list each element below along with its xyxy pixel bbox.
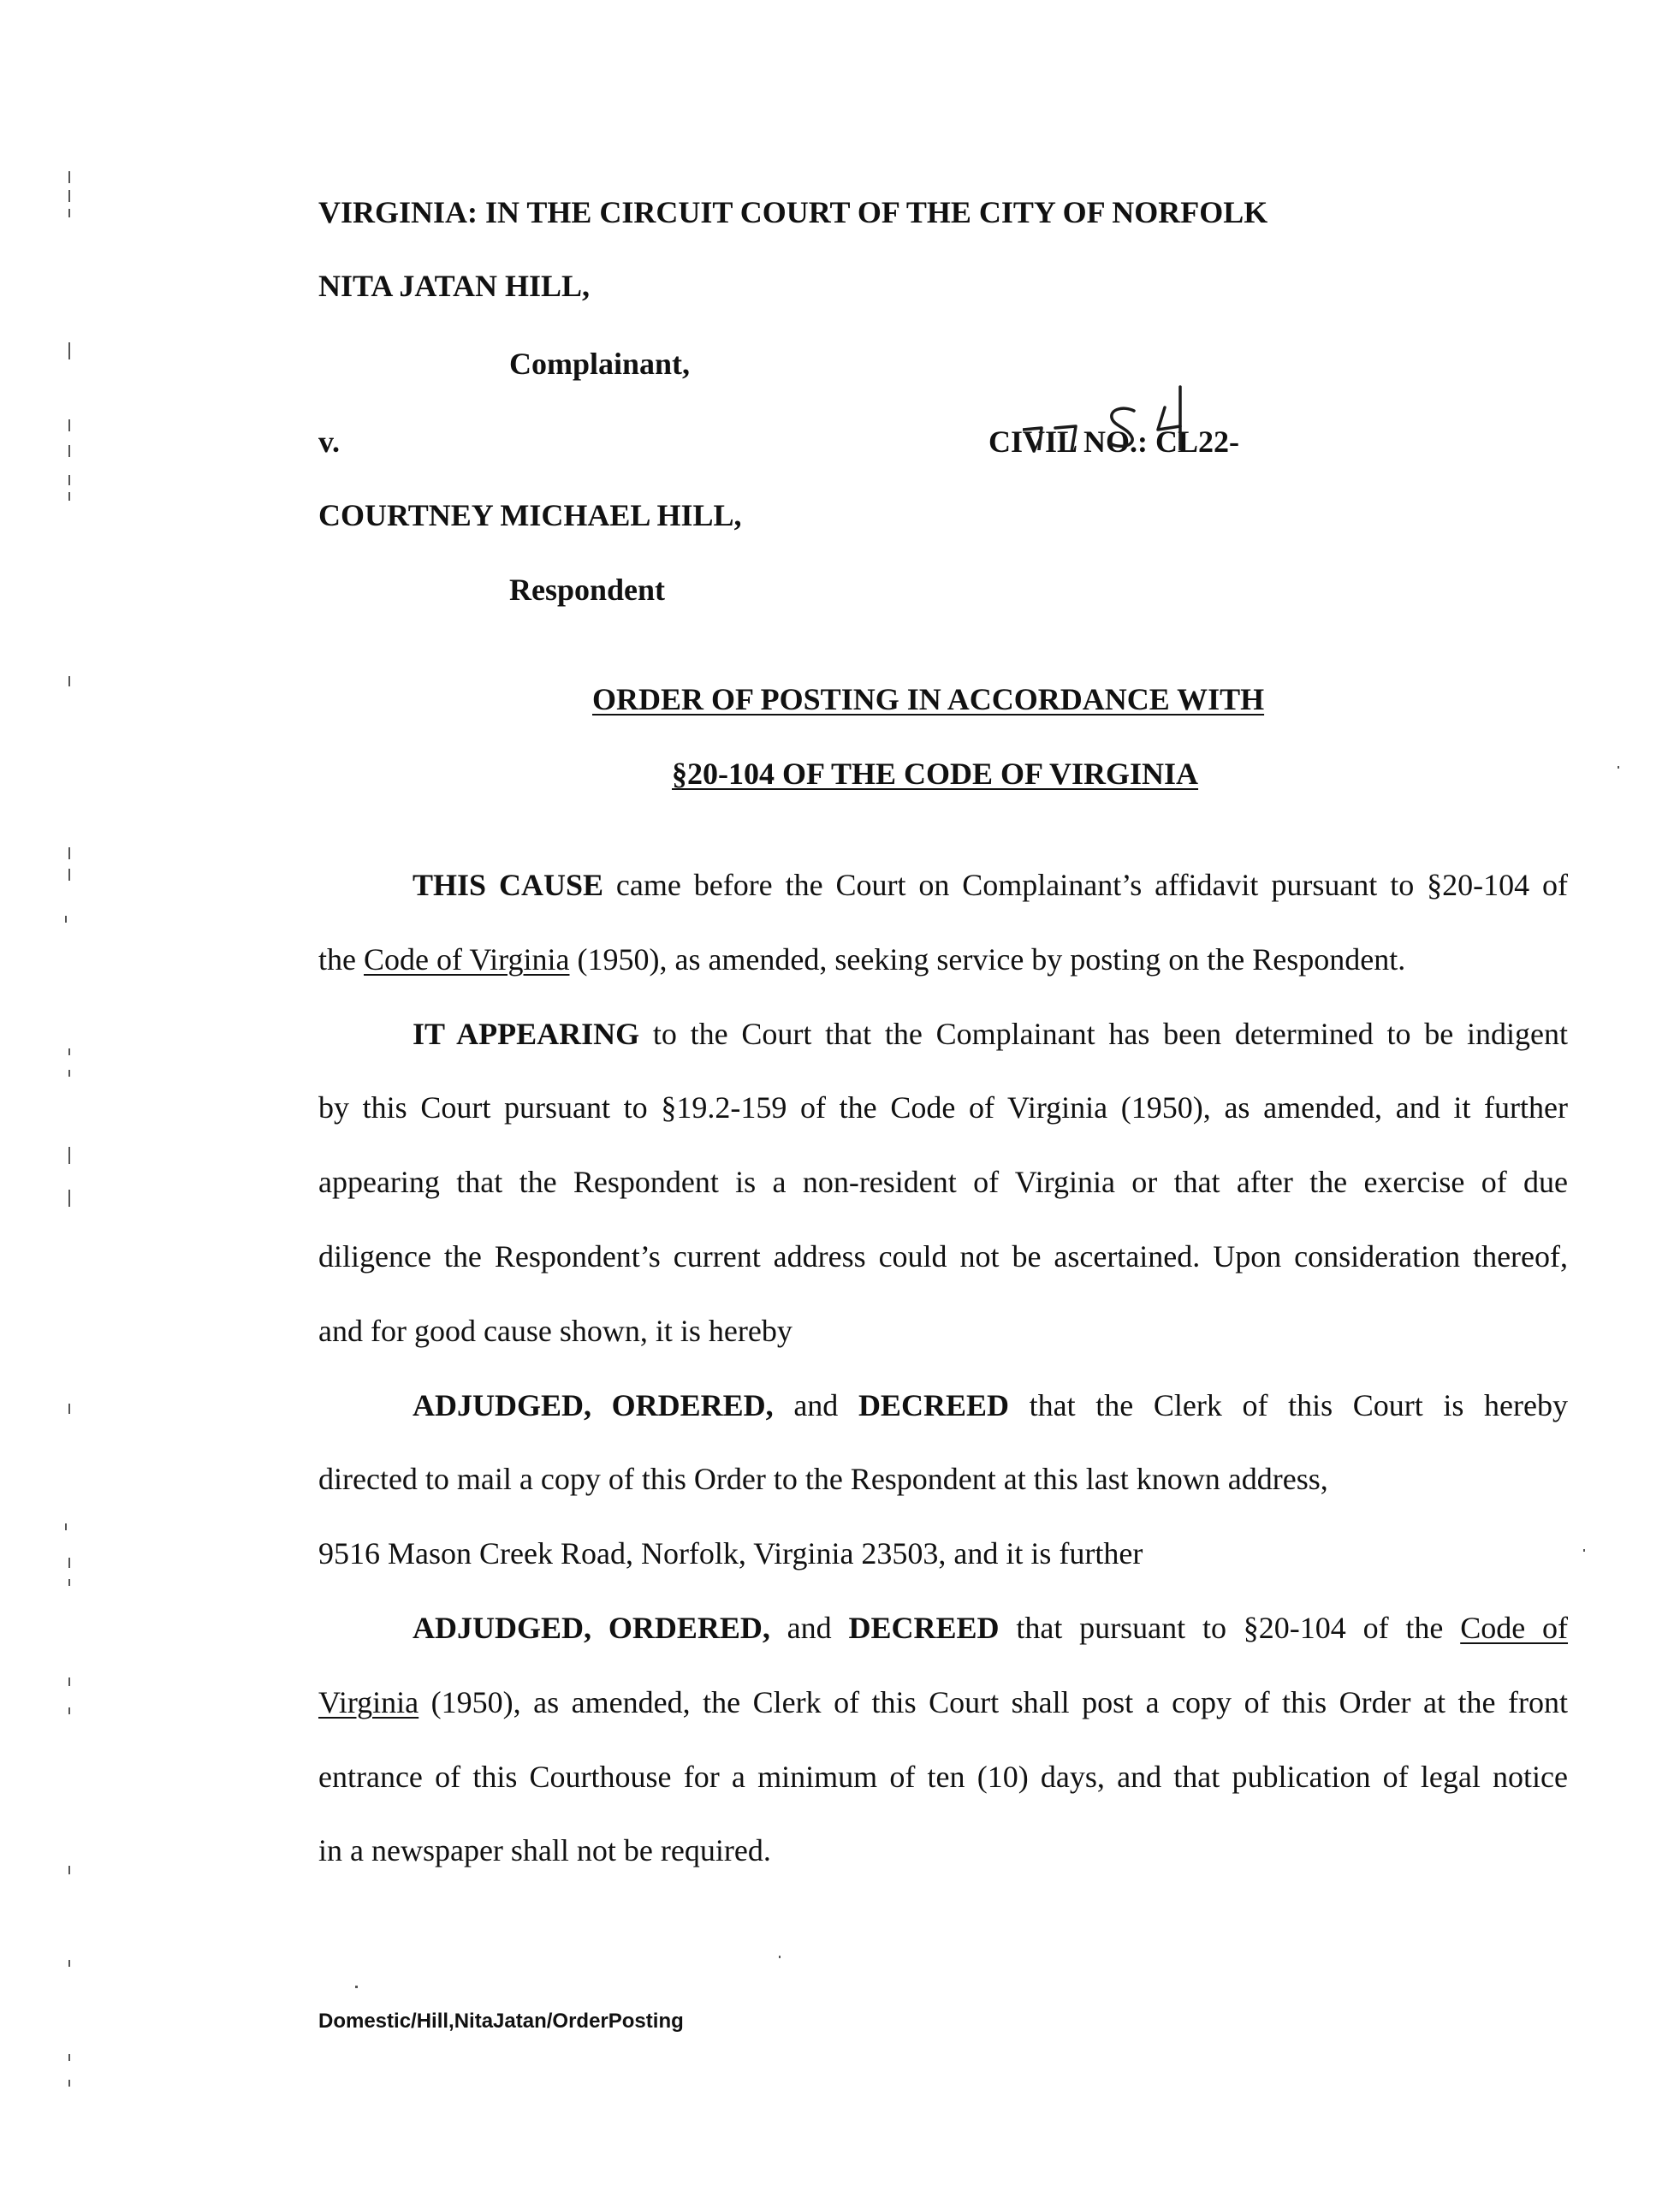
defendant-name: COURTNEY MICHAEL HILL, (318, 498, 742, 532)
paragraph-4-line-1: ADJUDGED, ORDERED, and DECREED that pursuant to §20-104 of the Code of (413, 1611, 1569, 1645)
versus-label: v. (318, 425, 341, 459)
plaintiff-name: NITA JATAN HILL, (318, 269, 591, 303)
plaintiff-role: Complainant, (509, 347, 691, 381)
footer-file-path: Domestic/Hill,NitaJatan/OrderPosting (318, 2010, 684, 2033)
handwritten-case-number (1023, 382, 1476, 450)
paragraph-2-line-4: diligence the Respondent’s current address could not be ascertained. Upon consideration thereof, (318, 1239, 1568, 1274)
paragraph-2-line-2: by this Court pursuant to §19.2-159 of the Code of Virginia (1950), as amended, and it further (318, 1090, 1568, 1125)
paragraph-4-line-4: in a newspaper shall not be required. (318, 1833, 771, 1867)
paragraph-3-line-2: directed to mail a copy of this Order to the Respondent at this last known address, (318, 1462, 1328, 1496)
paragraph-2-line-1: IT APPEARING to the Court that the Complainant has been determined to be indigent (413, 1017, 1568, 1051)
paragraph-4-line-2: Virginia (1950), as amended, the Clerk of this Court shall post a copy of this Order at the front (318, 1685, 1568, 1719)
paragraph-1-line-2: the Code of Virginia (1950), as amended, seeking service by posting on the Respondent. (318, 942, 1406, 977)
paragraph-3-address: 9516 Mason Creek Road, Norfolk, Virginia 23503, and it is further (318, 1536, 1143, 1571)
court-heading: VIRGINIA: IN THE CIRCUIT COURT OF THE CITY OF NORFOLK (318, 195, 1268, 229)
order-title-line1: ORDER OF POSTING IN ACCORDANCE WITH (592, 682, 1265, 716)
paragraph-2-line-3: appearing that the Respondent is a non-resident of Virginia or that after the exercise of due (318, 1165, 1568, 1199)
paragraph-2-line-5: and for good cause shown, it is hereby (318, 1314, 793, 1348)
paragraph-4-line-3: entrance of this Courthouse for a minimum of ten (10) days, and that publication of legal notice (318, 1760, 1568, 1794)
civil-no-label: CIVIL NO.: CL22- (988, 425, 1240, 459)
order-title-line2: §20-104 OF THE CODE OF VIRGINIA (672, 757, 1199, 791)
paragraph-1-line-1: THIS CAUSE came before the Court on Complainant’s affidavit pursuant to §20-104 of (413, 868, 1568, 902)
defendant-role: Respondent (509, 573, 666, 607)
paragraph-3-line-1: ADJUDGED, ORDERED, and DECREED that the Clerk of this Court is hereby (413, 1388, 1568, 1422)
